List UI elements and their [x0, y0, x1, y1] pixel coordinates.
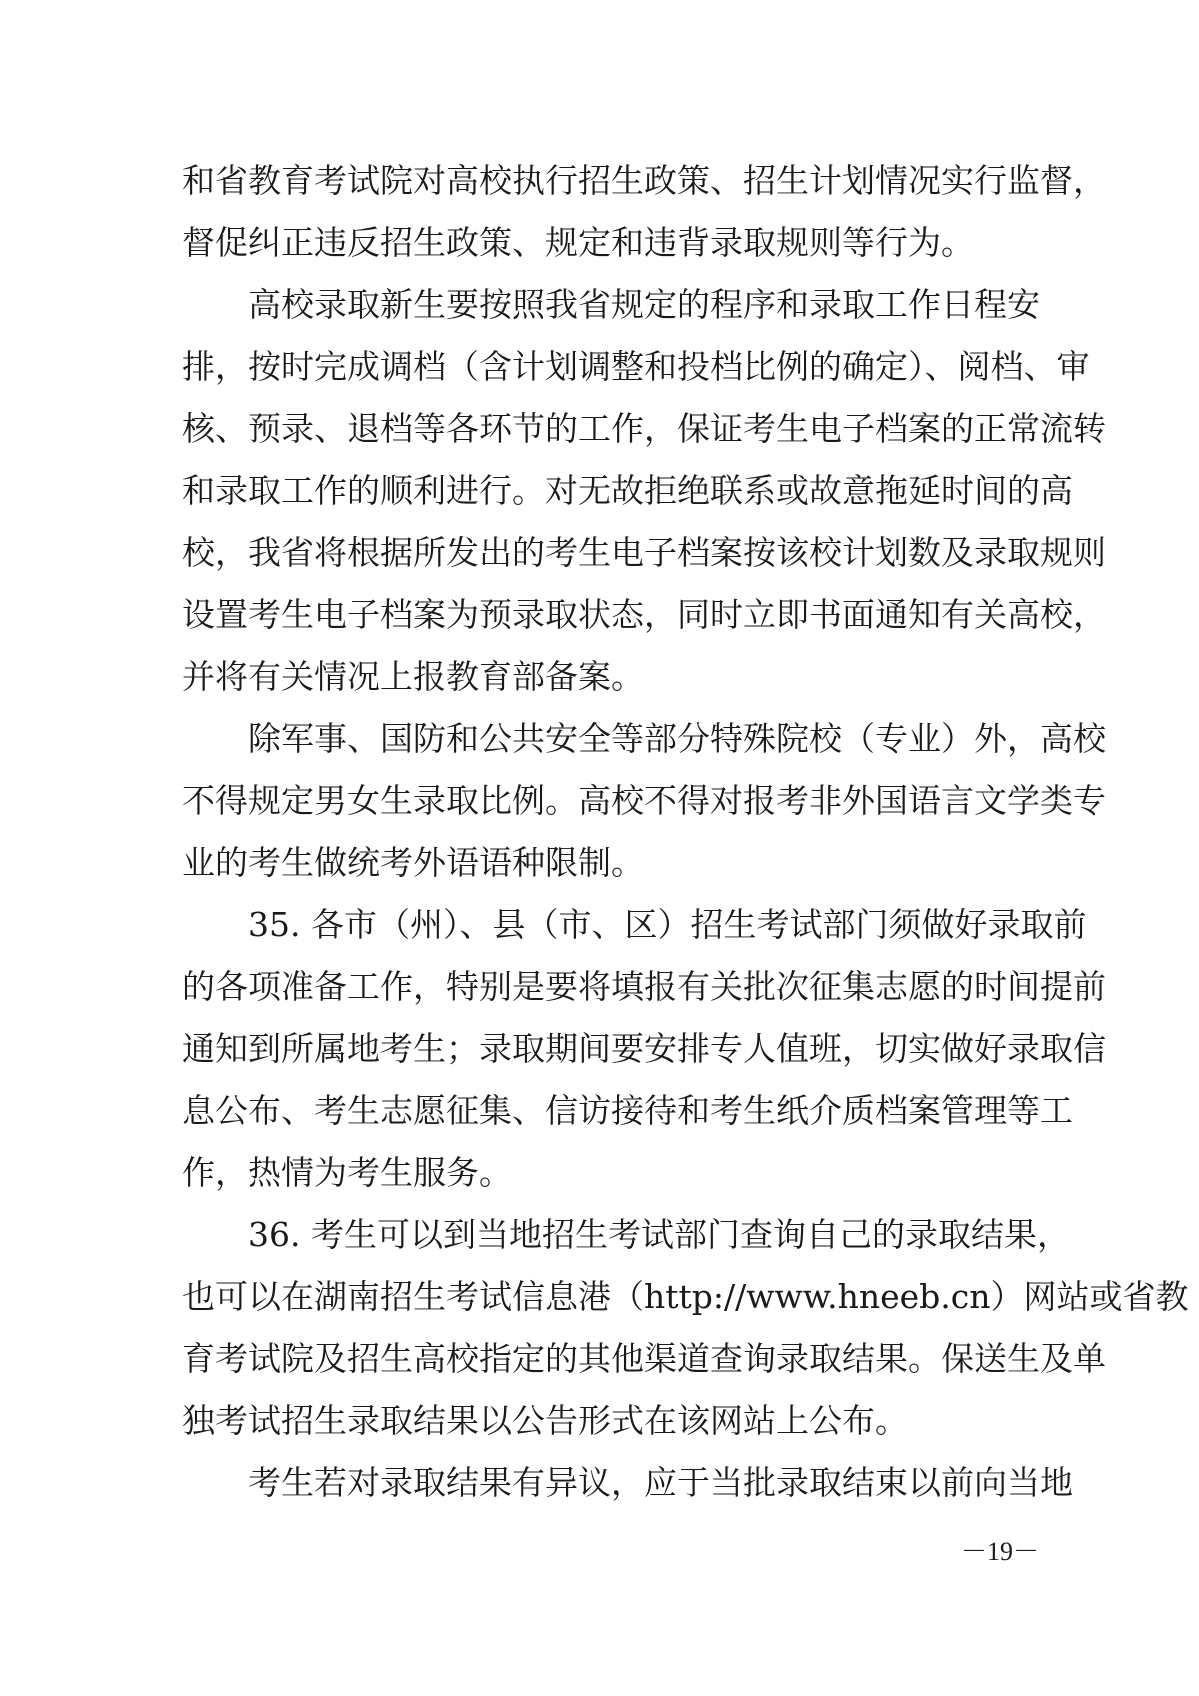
text-line: 通知到所属地考生；录取期间要安排专人值班，切实做好录取信 [182, 1029, 1106, 1068]
text-line: 的各项准备工作，特别是要将填报有关批次征集志愿的时间提前 [182, 967, 1106, 1006]
page-number: －19－ [960, 1537, 1039, 1566]
text-line: 业的考生做统考外语语种限制。 [182, 843, 644, 882]
text-line: 核、预录、退档等各环节的工作，保证考生电子档案的正常流转 [182, 409, 1106, 448]
text-line: 考生若对录取结果有异议，应于当批录取结束以前向当地 [248, 1463, 1073, 1502]
text-line: 36. 考生可以到当地招生考试部门查询自己的录取结果， [248, 1215, 1070, 1254]
text-line: 督促纠正违反招生政策、规定和违背录取规则等行为。 [182, 223, 974, 262]
text-line: 和省教育考试院对高校执行招生政策、招生计划情况实行监督， [182, 161, 1106, 200]
text-line: 除军事、国防和公共安全等部分特殊院校（专业）外，高校 [248, 719, 1106, 758]
text-line: 息公布、考生志愿征集、信访接待和考生纸介质档案管理等工 [182, 1091, 1073, 1130]
text-line: 设置考生电子档案为预录取状态，同时立即书面通知有关高校， [182, 595, 1106, 634]
text-line: 独考试招生录取结果以公告形式在该网站上公布。 [182, 1401, 908, 1440]
text-line: 35. 各市（州）、县（市、区）招生考试部门须做好录取前 [248, 905, 1087, 944]
text-line: 和录取工作的顺利进行。对无故拒绝联系或故意拖延时间的高 [182, 471, 1073, 510]
text-line: 育考试院及招生高校指定的其他渠道查询录取结果。保送生及单 [182, 1339, 1106, 1378]
text-line: 不得规定男女生录取比例。高校不得对报考非外国语言文学类专 [182, 781, 1106, 820]
text-line: 作，热情为考生服务。 [182, 1153, 512, 1192]
text-line: 校，我省将根据所发出的考生电子档案按该校计划数及录取规则 [182, 533, 1106, 572]
text-line: 排，按时完成调档（含计划调整和投档比例的确定）、阅档、审 [182, 347, 1090, 386]
text-line: 也可以在湖南招生考试信息港（http://www.hneeb.cn）网站或省教 [182, 1277, 1189, 1316]
body-text [182, 150, 1189, 1514]
text-line: 高校录取新生要按照我省规定的程序和录取工作日程安 [248, 285, 1040, 324]
text-line: 并将有关情况上报教育部备案。 [182, 657, 644, 696]
